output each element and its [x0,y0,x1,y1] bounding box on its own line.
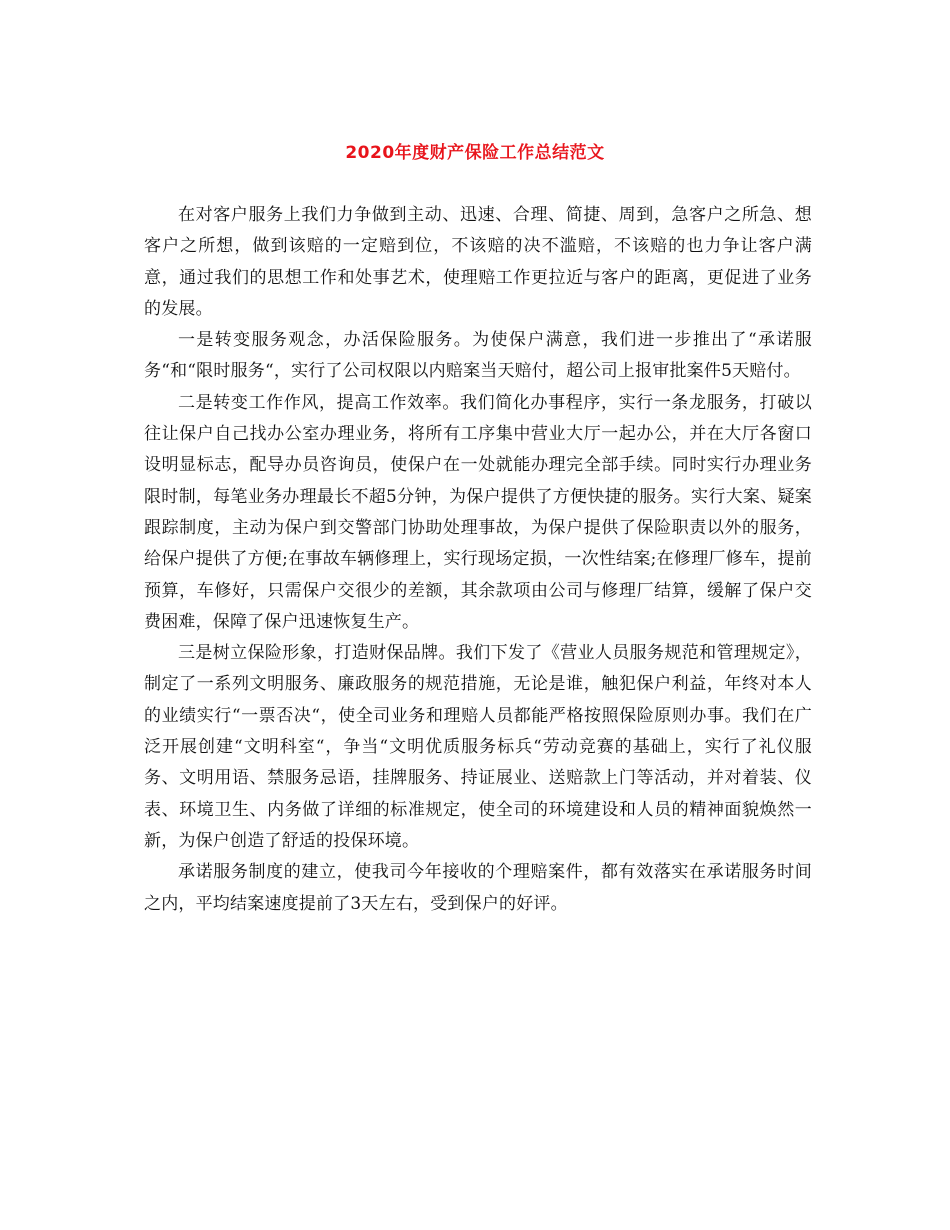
paragraph-commitment-system: 承诺服务制度的建立，使我司今年接收的个理赔案件，都有效落实在承诺服务时间之内，平均结案速度提前了3天左右，受到保户的好评。 [144,862,812,914]
document-title: 2020年度财产保险工作总结范文 [345,143,605,163]
paragraph-customer-service: 在对客户服务上我们力争做到主动、迅速、合理、简捷、周到，急客户之所急、想客户之所想，做到该赔的一定赔到位，不该赔的决不滥赔，不该赔的也力争让客户满意，通过我们的思想工作和处事艺术，使理赔工作更拉近与客户的距离，更促进了业务的发展。 [144,205,812,319]
paragraph-work-style: 二是转变工作作风，提高工作效率。我们简化办事程序，实行一条龙服务，打破以往让保户自己找办公室办理业务，将所有工序集中营业大厅一起办公，并在大厅各窗口设明显标志，配导办员咨询员，使保户在一处就能办理完全部手续。同时实行办理业务限时制，每笔业务办理最长不超5分钟，为保户提供了方便快捷的服务。实行大案、疑案跟踪制度，主动为保户到交警部门协助处理事故，为保户提供了保险职责以外的服务，给保户提供了方便;在事故车辆修理上，实行现场定损，一次性结案;在修理厂修车，提前预算，车修好，只需保户交很少的差额，其余款项由公司与修理厂结算，缓解了保户交费困难，保障了保户迅速恢复生产。 [144,392,812,632]
document-body [144,200,812,920]
paragraph-insurance-image: 三是树立保险形象，打造财保品牌。我们下发了《营业人员服务规范和管理规定》，制定了一系列文明服务、廉政服务的规范措施，无论是谁，触犯保户利益，年终对本人的业绩实行“一票否决“，使全司业务和理赔人员都能严格按照保险原则办事。我们在广泛开展创建“文明科室“，争当“文明优质服务标兵“劳动竞赛的基础上，实行了礼仪服务、文明用语、禁服务忌语，挂牌服务、持证展业、送赔款上门等活动，并对着装、仪表、环境卫生、内务做了详细的标准规定，使全司的环境建设和人员的精神面貌焕然一新，为保户创造了舒适的投保环境。 [144,643,812,851]
paragraph-service-concept: 一是转变服务观念，办活保险服务。为使保户满意，我们进一步推出了“承诺服务“和“限时服务“，实行了公司权限以内赔案当天赔付，超公司上报审批案件5天赔付。 [144,330,812,382]
